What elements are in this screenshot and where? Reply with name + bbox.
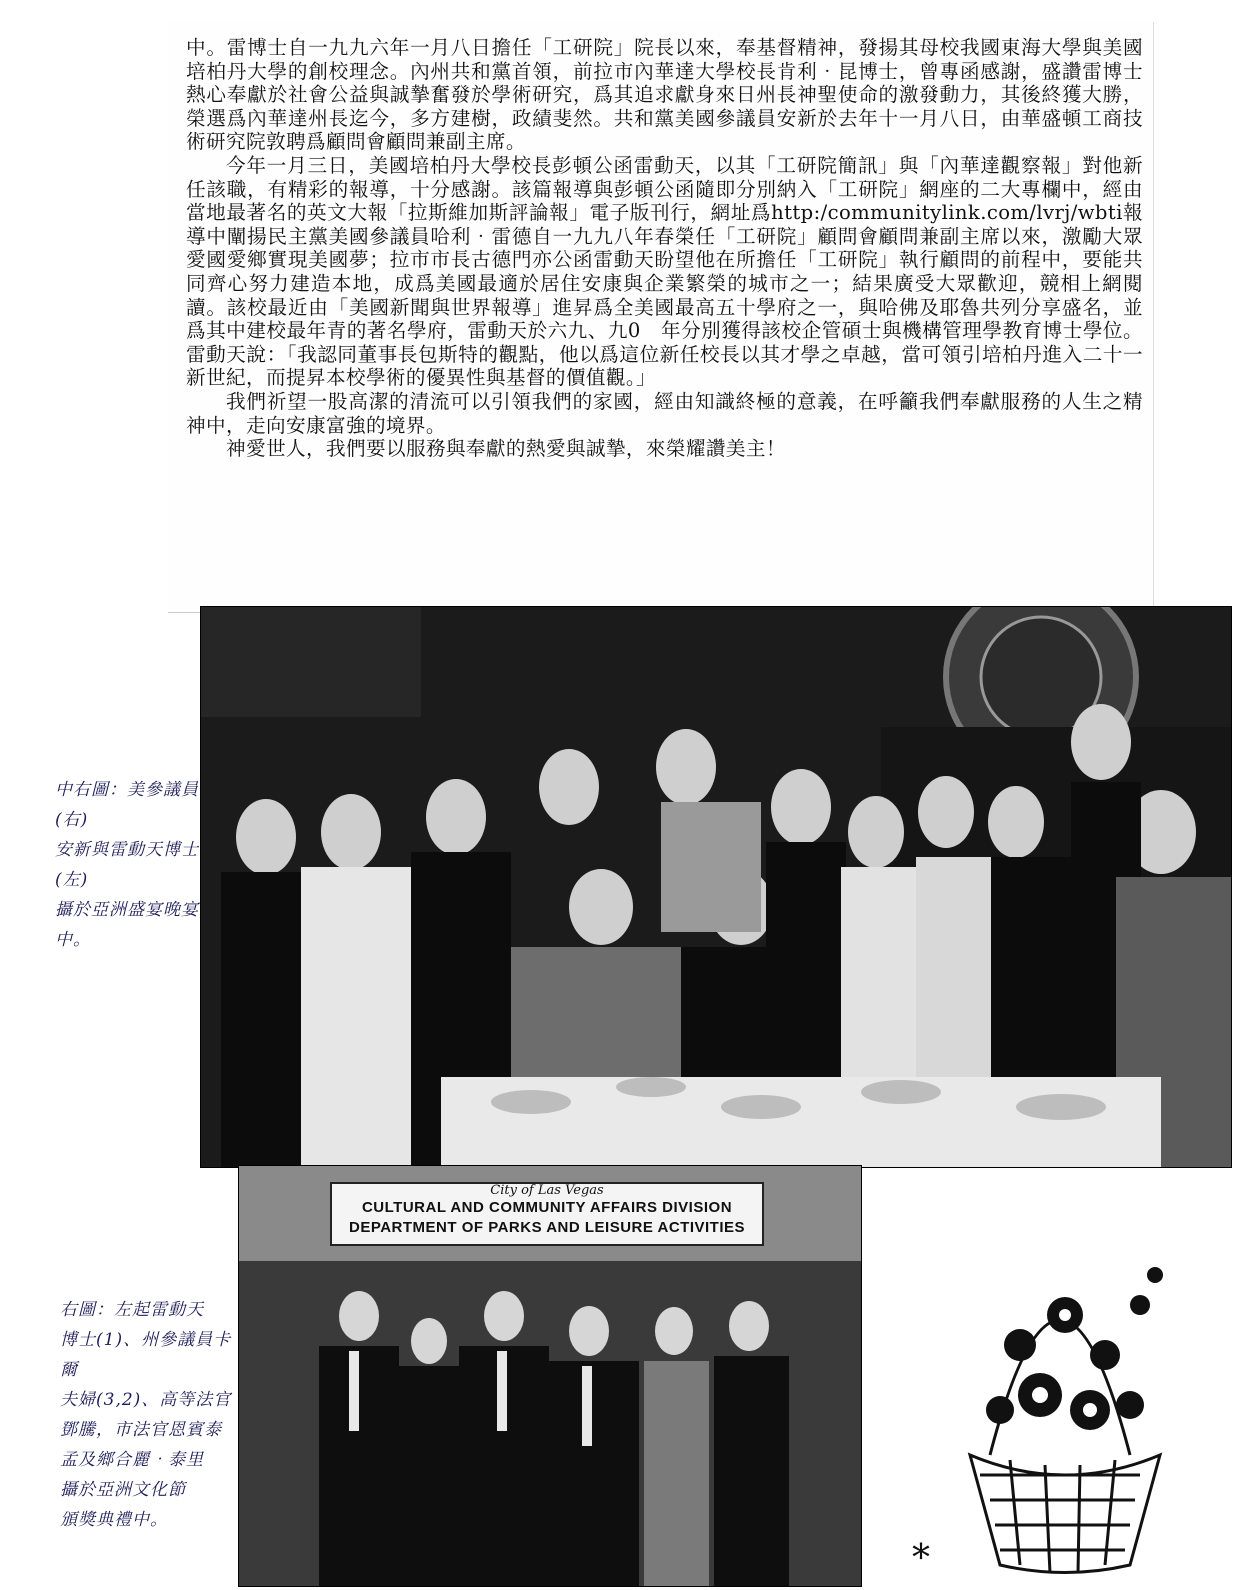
caption-line: 夫婦(3,2)、高等法官 <box>60 1390 232 1410</box>
article-paragraph-1: 中。雷博士自一九九六年一月八日擔任「工研院」院長以來，奉基督精神，發揚其母校我國東海大學與美國培柏丹大學的創校理念。內州共和黨首領，前拉市內華達大學校長肯利‧昆博士，曾專函感謝，盛讚雷博士熱心奉獻於社會公益與誠摯奮發於學術研究，爲其追求獻身來日州長神聖使命的激發動力，其後終獲大勝，榮選爲內華達州長迄今，多方建樹，政績斐然。共和黨美國參議員安新於去年十一月八日，由華盛頓工商技術研究院敦聘爲顧問會顧問兼副主席。 <box>186 36 1143 154</box>
banner-line-1: CULTURAL AND COMMUNITY AFFAIRS DIVISION <box>361 1199 733 1216</box>
article-paragraph-4: 神愛世人，我們要以服務與奉獻的熱愛與誠摯，來榮耀讚美主！ <box>226 437 786 461</box>
banner-line-2: DEPARTMENT OF PARKS AND LEISURE ACTIVITIES <box>348 1219 745 1236</box>
caption-line: 攝於亞洲盛宴晚宴中。 <box>55 900 199 950</box>
caption-line: 安新與雷動天博士(左) <box>55 840 199 890</box>
city-banner <box>330 1182 764 1246</box>
newspaper-article <box>168 22 1154 613</box>
middle-photo-caption <box>55 775 205 955</box>
caption-line: 博士(1)、州參議員卡爾 <box>60 1330 232 1380</box>
caption-line: 鄧騰，市法官恩賓泰 <box>60 1420 222 1440</box>
flower-basket-illustration <box>900 1195 1230 1585</box>
article-paragraph-3: 我們祈望一股高潔的清流可以引領我們的家國，經由知識終極的意義，在呼籲我們奉獻服務的人生之精神中，走向安康富強的境界。 <box>186 389 1143 437</box>
banner-city: City of Las Vegas <box>490 1183 604 1198</box>
caption-line: 右圖：左起雷動天 <box>60 1300 204 1320</box>
bottom-photo-caption <box>60 1295 235 1535</box>
banquet-group-photo <box>200 606 1232 1168</box>
article-paragraph-2: 今年一月三日，美國培柏丹大學校長彭頓公函雷動天，以其「工研院簡訊」與「內華達觀察報」對他新任該職，有精彩的報導，十分感謝。該篇報導與彭頓公函隨即分別納入「工研院」網座的二大專欄中，經由當地最著名的英文大報「拉斯維加斯評論報」電子版刊行，網址爲http:/communitylink.com/lvrj/wbti報導中闡揚民主黨美國參議員哈利‧雷德自一九九八年春榮任「工研院」顧問會顧問兼副主席以來，激勵大眾愛國愛鄉實現美國夢；拉市市長古德門亦公函雷動天盼望他在所擔任「工研院」執行顧問的前程中，要能共同齊心努力建造本地，成爲美國最適於居住安康與企業繁榮的城市之一；結果廣受大眾歡迎，競相上網閱讀。該校最近由「美國新聞與世界報導」進昇爲全美國最高五十學府之一，與哈佛及耶魯共列分享盛名，並爲其中建校最年青的著名學府，雷動天於六九、九0 年分別獲得該校企管碩士與機構管理學教育博士學位。雷動天說：「我認同董事長包斯特的觀點，他以爲這位新任校長以其才學之卓越，當可領引培柏丹進入二十一新世紀，而提昇本校學術的優異性與基督的價值觀。」 <box>186 153 1143 390</box>
caption-line: 頒獎典禮中。 <box>60 1510 168 1530</box>
caption-line: 攝於亞洲文化節 <box>60 1480 186 1500</box>
asterisk-mark: * <box>912 1538 930 1579</box>
caption-line: 中右圖：美參議員(右) <box>55 780 199 830</box>
caption-line: 孟及鄉合麗‧泰里 <box>60 1450 204 1470</box>
